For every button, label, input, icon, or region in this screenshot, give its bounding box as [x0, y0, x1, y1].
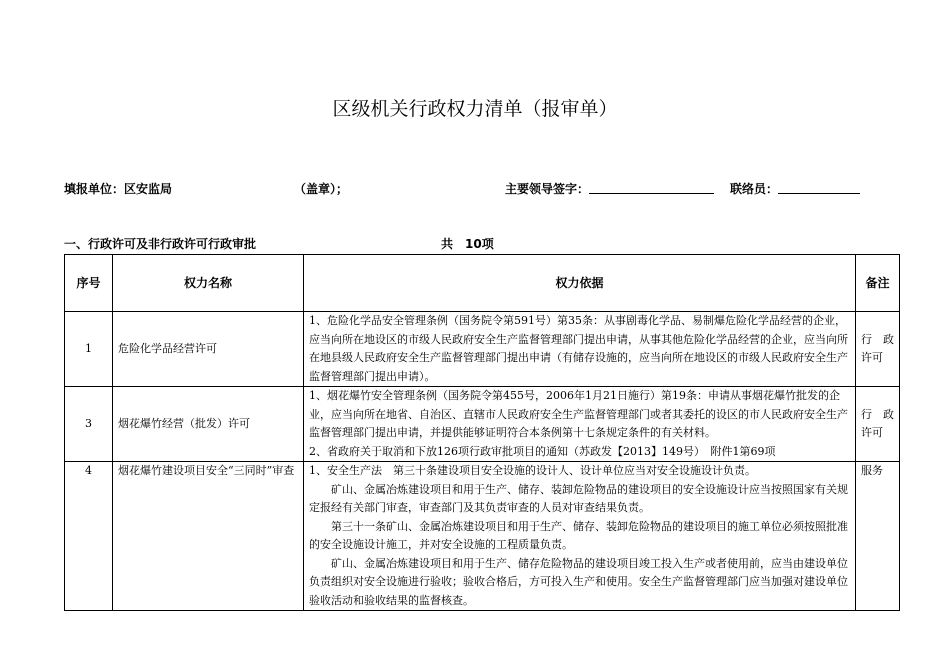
basis-paragraph: 矿山、金属冶炼建设项目和用于生产、储存、装卸危险物品的建设项目的安全设施设计应当按照国家有关规定报经有关部门审查，审查部门及其负责审查的人员对审查结果负责。: [309, 482, 848, 514]
table-row: [65, 312, 900, 387]
table-row: [65, 387, 900, 462]
section-total: 共 10项: [441, 237, 494, 251]
basis-paragraph: 矿山、金属冶炼建设项目和用于生产、储存危险物品的建设项目竣工投入生产或者使用前，应当由建设单位负责组织对安全设施进行验收；验收合格后，方可投入生产和使用。安全生产监督管理部门应当加强对建设单位验收活动和验收结果的监督核查。: [309, 556, 848, 607]
basis-paragraph: 第三十一条矿山、金属冶炼建设项目和用于生产、储存、装卸危险物品的建设项目的施工单位必须按照批准的安全设施设计施工，并对安全设施的工程质量负责。: [309, 519, 848, 551]
row-name: 烟花爆竹经营（批发）许可: [113, 387, 304, 462]
row-remark: 行 政许可: [856, 387, 900, 462]
row-remark: 服务: [856, 462, 900, 611]
document-title: 区级机关行政权力清单（报审单）: [332, 98, 618, 120]
basis-paragraph: 1、烟花爆竹安全管理条例（国务院令第455号，2006年1月21日施行）第19条：申请从事烟花爆竹批发的企业，应当向所在地省、自治区、直辖市人民政府安全生产监督管理部门或者其委托的设区的市人民政府安全生产监督管理部门提出申请，并提供能够证明符合本条例第十七条规定条件的有关材料。: [309, 389, 848, 439]
row-index: 3: [65, 387, 113, 462]
contact-person-line: [778, 180, 860, 194]
contact-person: [730, 180, 778, 197]
info-line: [64, 180, 894, 198]
contact-person-label: 联络员：: [730, 182, 779, 196]
row-basis: [304, 462, 856, 611]
basis-paragraph: 1、安全生产法 第三十条建设项目安全设施的设计人、设计单位应当对安全设施设计负责。: [309, 464, 756, 477]
header-index: 序号: [65, 255, 113, 312]
reporting-unit: 填报单位：区安监局: [64, 182, 173, 196]
power-list-table: [64, 254, 900, 611]
table-header-row: [65, 255, 900, 312]
header-name: 权力名称: [113, 255, 304, 312]
leader-signature: [505, 180, 589, 197]
row-name: 烟花爆竹建设项目安全“三同时”审查: [113, 462, 304, 611]
section-heading: 一、行政许可及非行政许可行政审批: [64, 237, 257, 251]
leader-signature-line: [589, 180, 714, 194]
row-index: 4: [65, 462, 113, 611]
header-basis: 权力依据: [304, 255, 856, 312]
row-index: 1: [65, 312, 113, 387]
basis-paragraph: 1、危险化学品安全管理条例（国务院令第591号）第35条：从事剧毒化学品、易制爆危险化学品经营的企业，应当向所在地设区的市级人民政府安全生产监督管理部门提出申请，从事其他危险化学品经营的企业，应当向所在地县级人民政府安全生产监督管理部门提出申请（有储存设施的，应当向所在地设区的市级人民政府安全生产监督管理部门提出申请）。: [309, 314, 848, 383]
row-basis: [304, 312, 856, 387]
row-remark: 行 政许可: [856, 312, 900, 387]
leader-signature-label: 主要领导签字：: [505, 182, 590, 196]
row-basis: [304, 387, 856, 462]
table-row: [65, 462, 900, 611]
header-remark: 备注: [856, 255, 900, 312]
row-name: 危险化学品经营许可: [113, 312, 304, 387]
basis-paragraph: 2、省政府关于取消和下放126项行政审批项目的通知（苏政发【2013】149号） 附件1第69项: [309, 444, 776, 458]
seal-label: （盖章）；: [294, 182, 349, 196]
